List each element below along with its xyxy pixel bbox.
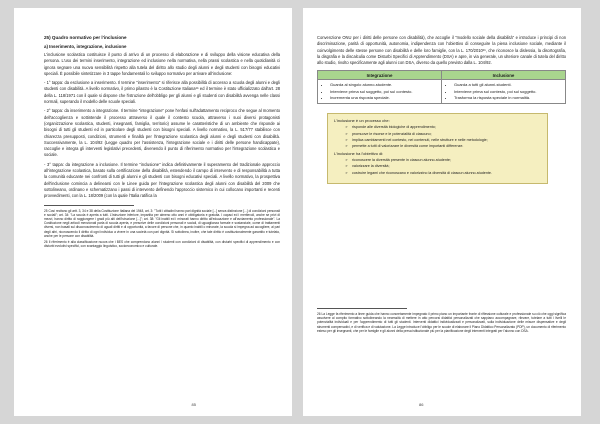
page-left: [14, 8, 292, 416]
list-item: • Interviene prima sul soggetto, poi sul contesto.: [330, 89, 438, 95]
header-integrazione: Integrazione: [318, 71, 442, 80]
paragraph-continuation: Convenzione ONU per i diritti delle persone con disabilità), che accoglie il "modello sociale della disabilità" e introduce i principi di non discriminazione, parità di opportunità, autonomia, indipendenza con l'obiettivo di conseguire la piena inclusione sociale, mediante il coinvolgimento delle stesse persone con disabilità e delle loro famiglie, con la L. 170/2010²⁶, che riconosce la dislessia, la disortografia, la disgrafia e la discalculia come Disturbi Specifici di Apprendimento (DSA) e apre, in via generale, un ulteriore canale di tutela del diritto allo studio, rivolto specificamente agli alunni con DSA, diverso da quello previsto dalla L. 104/92.: [317, 35, 566, 66]
box-list-objective: [334, 157, 541, 176]
section-subheading: a) Inserimento, integrazione, inclusione: [44, 44, 127, 49]
comparison-table: [317, 70, 566, 104]
list-item: ➢ implica cambiamenti nel contesto, nei contenuti, nelle strutture e nelle metodologie;: [346, 137, 541, 143]
paragraph-stage-3: - 3° tappa: da integrazione a inclusione. Il termine "inclusione" indica definitivamente il superamento del tradizionale approccio all'integrazione scolastica, basato sulla certificazione della disabilità, estendendo il campo di intervento e di responsabilità a tutta la comunità educante nei confronti di tutti gli alunni e gli studenti con bisogni educativi speciali. A livello normativo, la prospettiva dell'inclusione comincia a delinearsi con le Linee guida per l'integrazione scolastica degli alunni con disabilità del 2009 che sottolineano, ordinano e schematizzano i passi di intervento definendo l'approccio sistemico in cui collocano importanti e recenti provvedimenti, con la L. 18/2009 (con la quale l'Italia ratifica la: [44, 161, 280, 199]
list-item: • Guarda a tutti gli alunni-studenti.: [454, 82, 562, 88]
list-item: ➢ permette a tutti di valorizzare le diversità come importanti differenze.: [346, 143, 541, 149]
integrazione-cell: [318, 80, 442, 104]
list-item: • Guarda al singolo alunno-studente.: [330, 82, 438, 88]
box-list-process: [334, 124, 541, 149]
page-right: [303, 8, 581, 416]
list-item: ➢ promuove le risorse e le potenzialità di ciascuno;: [346, 131, 541, 137]
inclusione-cell: [442, 80, 566, 104]
footnote-divider: [317, 308, 407, 309]
footnote-26: 26 Il riferimento è alla classificazione nuova che i BES che comprendono alunni / studenti con condizioni di disabilità, con disturbi specifici di apprendimento e con disturbi evolutivi specifici, con svantaggio linguistico, socioeconomico e culturale.: [44, 239, 280, 249]
list-item: ➢ riconoscere la diversità presente in ciascun alunno-studente;: [346, 157, 541, 163]
inclusion-box: [327, 113, 548, 183]
header-inclusione: Inclusione: [442, 71, 566, 80]
table-row: [318, 80, 566, 104]
box-label-process: L'inclusione è un processo che:: [334, 118, 390, 124]
footnote-area: [317, 308, 566, 335]
list-item: • Trasforma la risposta speciale in normalità.: [454, 95, 562, 101]
inclusione-list: [445, 82, 562, 101]
paragraph-stage-1: - 1° tappa: da esclusione a inserimento. Il termine "inserimento" si riferisce alla possibilità di accesso a scuola degli alunni e degli studenti con disabilità. A livello normativo, il primo pilastro è la Costituzione Italiana²⁵ ed il termine è stato ufficializzato dall'art. 28 della L. 118/1971 con il quale si dispone che l'istruzione dell'obbligo per gli alunni e gli studenti con disabilità avvenga nelle classi normali, superando il modello delle scuole speciali.: [44, 80, 280, 105]
table-header-row: [318, 71, 566, 80]
list-item: ➢ risponde alle diversità biologiche di apprendimento;: [346, 124, 541, 130]
footnote-26-law: 26 La Legge fa riferimento a linee guida che hanno concretamente impegnato il primo piano un importante fronte di riflessione culturale e professionale su ciò che oggi significa assolvere al compito formativo sottolineando la necessità di mettere in atto percorsi didattici personalizzati che sappiano accompagnare, rilevare, tutelare a tutti i livelli le potenzialità individuali e per l'apprendimento di tutti gli studenti. Interventi didattici individualizzati e personalizzati, sulla individuazione delle misure dispensative e degli strumenti compensativi, e di verifica e di valutazione. La Legge introduce l'obbligo per le scuole di elaborare il Piano Didattico Personalizzato (PDP), un documento di riferimento esteso per gli insegnanti, che per le famiglie e gli alunni della presa istituzionale più per la pianificazione degli interventi integrati per l'alunno con DSA.: [317, 312, 567, 333]
footnote-divider: [44, 205, 134, 206]
list-item: • Incrementa una risposta speciale.: [330, 95, 438, 101]
section-heading: 25) Quadro normativo per l'inclusione: [44, 35, 127, 40]
paragraph-intro: L'inclusione scolastica costituisce il punto di arrivo di un processo di elaborazione e di sviluppo della visione educativa della persona. L'uso dei termini inserimento, integrazione ed inclusione nella normativa, nella prassi scolastica e nella quotidianità ci ignora segnare una nuova sensibilità rispetto alla tutela del diritto allo studio degli alunni e degli studenti con bisogni educativi speciali. È possibile sintetizzare in 3 tappe fondamentali lo sviluppo normativo per arrivare all'inclusione:: [44, 52, 280, 76]
integrazione-list: [321, 82, 438, 101]
box-label-objective: L'inclusione ha l'obiettivo di:: [334, 151, 384, 157]
paragraph-stage-2: - 2° tappa: da inserimento a integrazione. Il termine "integrazione" pone l'enfasi sull'adattamento reciproco che segue al momento dell'accoglienza e sottintende il processo attraverso il quale il contesto scuola, attraverso i suoi diversi protagonisti (organizzazione scolastica, studenti, insegnanti, famiglia, territorio) assume le caratteristiche di un ambiente che risponde ai bisogni di tutti gli studenti ed in particolare degli studenti con bisogni speciali. A livello normativo, la L. 517/77 stabilisce con chiarezza presupposti, condizioni, strumenti e finalità per l'integrazione scolastica degli alunni e degli studenti con disabilità. Successivamente, la L. 104/92 (Legge quadro per l'assistenza, l'integrazione sociale e i diritti delle persone handicappate), raccoglie e integra gli interventi legislativi precedenti, divenendo il punto di riferimento normativo per l'integrazione scolastica e sociale.: [44, 108, 280, 158]
list-item: ➢ costruire legami che riconoscano e valorizzino la diversità di ciascun alunno-studente.: [346, 170, 541, 176]
page-number: 86: [419, 402, 424, 407]
page-number: 85: [191, 402, 196, 407]
list-item: ➢ valorizzare la diversità;: [346, 163, 541, 169]
footnote-25: 25 Così recitano gli artt. 3, 34 e 38 della Costituzione Italiana del 1948, art. 3: "Tutti i cittadini hanno pari dignità sociale [...] senza distinzione [...] di condizioni personali e sociali"; art. 34: "La scuola è aperta a tutti. L'istruzione inferiore, impartita per almeno otto anni è obbligatoria e gratuita. I capaci ed i meritevoli, anche se privi di mezzi, hanno diritto di raggiungere i gradi più alti dell'istruzione [...]"; art. 38: "Gli inabili ed i minorati hanno diritto all'educazione e all'avviamento professionale". La Costituzione negli articoli menzionati parla di scuola aperta, e prescrive delle condizioni personali e sociali, di uguaglianza formale e sostanziale, come di trattamenti diversi, non basati sul disconoscimento di uguali diritti e di opportunità, a favore di persone che, in quanto inabili o minorate, la scuola si impegna ad accogliere, al pari degli altri, riconoscendo il diritto di ogni individuo a vivere in una società con pari dignità. Si sottolinea, inoltre, che tale diritto è costituzionalmente garantito e tutelato, anche per le persone con disabilità.: [44, 208, 280, 238]
list-item: • Interviene prima sul contesto, poi sul soggetto.: [454, 89, 562, 95]
